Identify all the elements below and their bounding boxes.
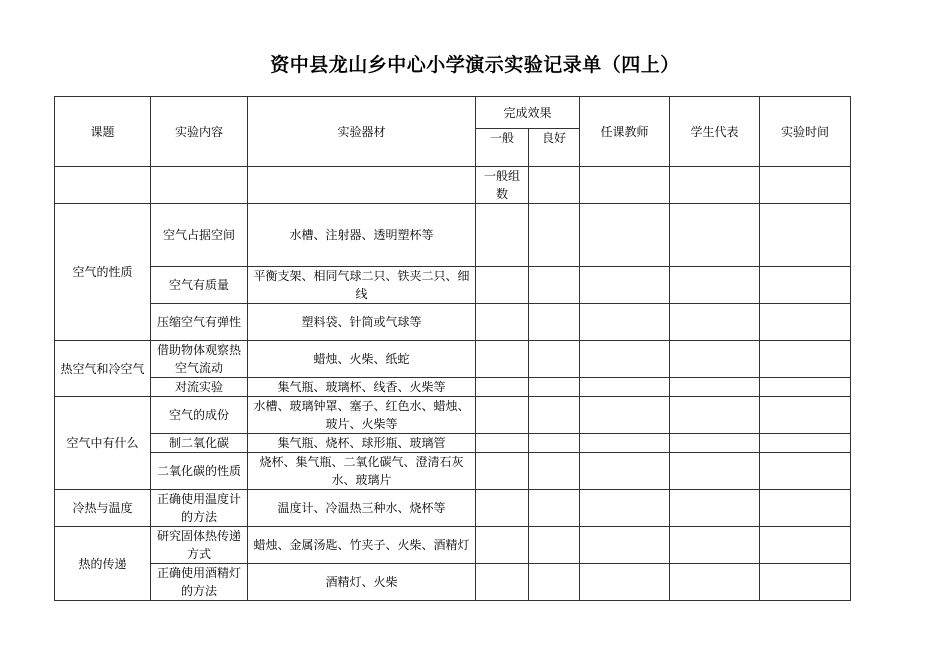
cell-effect-normal[interactable] (476, 378, 529, 397)
cell-student[interactable] (670, 304, 760, 341)
table-row (55, 527, 851, 564)
equipment-cell: 集气瓶、烧杯、球形瓶、玻璃管 (248, 434, 476, 453)
content-cell: 正确使用酒精灯的方法 (151, 564, 248, 601)
cell-student[interactable] (670, 378, 760, 397)
content-cell: 空气占据空间 (151, 204, 248, 267)
cell-effect-normal[interactable] (476, 204, 529, 267)
cell-effect-normal[interactable] (476, 564, 529, 601)
cell-teacher[interactable] (580, 490, 670, 527)
cell-effect-good[interactable] (529, 304, 580, 341)
cell-teacher[interactable] (580, 378, 670, 397)
cell-time[interactable] (760, 341, 851, 378)
table-row (55, 341, 851, 378)
cell-time[interactable] (760, 490, 851, 527)
cell-effect-normal[interactable] (476, 490, 529, 527)
content-cell: 空气有质量 (151, 267, 248, 304)
header-student: 学生代表 (670, 97, 760, 167)
cell-teacher[interactable] (580, 341, 670, 378)
cell-time[interactable] (760, 267, 851, 304)
cell-teacher[interactable] (580, 204, 670, 267)
cell-student[interactable] (670, 527, 760, 564)
topic-cell: 热空气和冷空气 (55, 341, 151, 397)
cell-time[interactable] (760, 304, 851, 341)
cell-effect-good[interactable] (529, 434, 580, 453)
header-effect-normal: 一般 (476, 129, 529, 167)
content-cell: 制二氧化碳 (151, 434, 248, 453)
topic-cell: 空气的性质 (55, 204, 151, 341)
cell-time[interactable] (760, 564, 851, 601)
cell-student[interactable] (670, 204, 760, 267)
cell-effect-normal[interactable] (476, 527, 529, 564)
header-content: 实验内容 (151, 97, 248, 167)
cell-teacher[interactable] (580, 564, 670, 601)
group-count-row (55, 167, 851, 204)
table-row (55, 378, 851, 397)
table-row (55, 304, 851, 341)
cell-effect-normal[interactable] (476, 397, 529, 434)
content-cell: 压缩空气有弹性 (151, 304, 248, 341)
page-title: 资中县龙山乡中心小学演示实验记录单（四上） (270, 54, 680, 76)
table-row (55, 434, 851, 453)
cell-teacher[interactable] (580, 434, 670, 453)
table-row (55, 564, 851, 601)
cell-empty[interactable] (55, 167, 151, 204)
cell-effect-good[interactable] (529, 564, 580, 601)
header-effect: 完成效果 (476, 97, 580, 129)
header-equipment: 实验器材 (248, 97, 476, 167)
cell-student[interactable] (670, 434, 760, 453)
cell-empty[interactable] (151, 167, 248, 204)
table-row (55, 267, 851, 304)
equipment-cell: 蜡烛、金属汤匙、竹夹子、火柴、酒精灯 (248, 527, 476, 564)
cell-student[interactable] (670, 167, 760, 204)
table-row (55, 397, 851, 434)
cell-teacher[interactable] (580, 304, 670, 341)
cell-teacher[interactable] (580, 527, 670, 564)
cell-effect-normal[interactable] (476, 453, 529, 490)
cell-effect-good[interactable] (529, 341, 580, 378)
content-cell: 二氧化碳的性质 (151, 453, 248, 490)
table-row (55, 453, 851, 490)
content-cell: 正确使用温度计的方法 (151, 490, 248, 527)
header-topic: 课题 (55, 97, 151, 167)
equipment-cell: 温度计、冷温热三种水、烧杯等 (248, 490, 476, 527)
cell-student[interactable] (670, 490, 760, 527)
cell-teacher[interactable] (580, 453, 670, 490)
cell-time[interactable] (760, 397, 851, 434)
table-row (55, 490, 851, 527)
cell-time[interactable] (760, 453, 851, 490)
cell-effect-good[interactable] (529, 490, 580, 527)
cell-effect-normal[interactable] (476, 304, 529, 341)
topic-cell: 冷热与温度 (55, 490, 151, 527)
cell-student[interactable] (670, 267, 760, 304)
table-row (55, 204, 851, 267)
header-row-1 (55, 97, 851, 129)
topic-cell: 热的传递 (55, 527, 151, 601)
cell-time[interactable] (760, 434, 851, 453)
cell-time[interactable] (760, 378, 851, 397)
equipment-cell: 烧杯、集气瓶、二氧化碳气、澄清石灰水、玻璃片 (248, 453, 476, 490)
equipment-cell: 酒精灯、火柴 (248, 564, 476, 601)
content-cell: 空气的成份 (151, 397, 248, 434)
header-teacher: 任课教师 (580, 97, 670, 167)
header-effect-good: 良好 (529, 129, 580, 167)
cell-effect-good[interactable] (529, 267, 580, 304)
cell-student[interactable] (670, 341, 760, 378)
content-cell: 借助物体观察热空气流动 (151, 341, 248, 378)
cell-student[interactable] (670, 453, 760, 490)
cell-effect-good[interactable] (529, 204, 580, 267)
topic-cell: 空气中有什么 (55, 397, 151, 490)
cell-effect-normal[interactable] (476, 267, 529, 304)
cell-time[interactable] (760, 204, 851, 267)
cell-effect-good[interactable] (529, 527, 580, 564)
equipment-cell: 平衡支架、相同气球二只、铁夹二只、细线 (248, 267, 476, 304)
cell-teacher[interactable] (580, 397, 670, 434)
cell-effect-normal[interactable] (476, 341, 529, 378)
cell-student[interactable] (670, 397, 760, 434)
cell-teacher[interactable] (580, 267, 670, 304)
content-cell: 对流实验 (151, 378, 248, 397)
cell-effect-good[interactable] (529, 167, 580, 204)
equipment-cell: 集气瓶、玻璃杯、线香、火柴等 (248, 378, 476, 397)
cell-effect-normal[interactable] (476, 434, 529, 453)
cell-empty[interactable] (248, 167, 476, 204)
cell-teacher[interactable] (580, 167, 670, 204)
equipment-cell: 塑料袋、针筒或气球等 (248, 304, 476, 341)
experiment-record-table (54, 96, 851, 601)
cell-time[interactable] (760, 527, 851, 564)
cell-time[interactable] (760, 167, 851, 204)
cell-effect-good[interactable] (529, 378, 580, 397)
cell-student[interactable] (670, 564, 760, 601)
equipment-cell: 水槽、玻璃钟罩、塞子、红色水、蜡烛、玻片、火柴等 (248, 397, 476, 434)
equipment-cell: 蜡烛、火柴、纸蛇 (248, 341, 476, 378)
cell-effect-good[interactable] (529, 397, 580, 434)
equipment-cell: 水槽、注射器、透明塑杯等 (248, 204, 476, 267)
cell-effect-good[interactable] (529, 453, 580, 490)
group-count-label: 一般组数 (476, 167, 529, 204)
content-cell: 研究固体热传递方式 (151, 527, 248, 564)
header-time: 实验时间 (760, 97, 851, 167)
